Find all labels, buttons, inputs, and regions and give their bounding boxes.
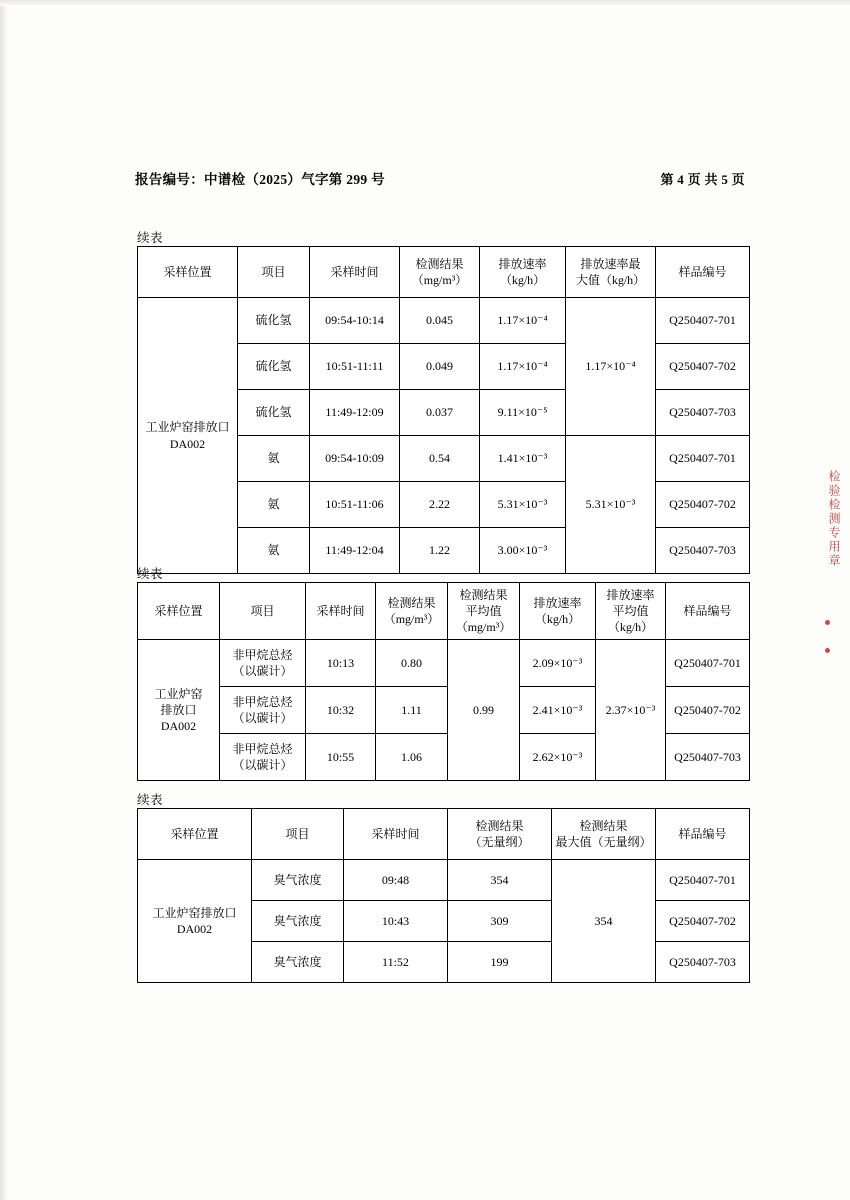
- th-rate-line1: 排放速率: [498, 256, 547, 271]
- cell-item-line2: （以碳计）: [232, 758, 293, 772]
- th-result-avg-line1: 检测结果: [459, 587, 508, 602]
- th-result-avg-line2: 平均值: [465, 603, 502, 618]
- th-result: [400, 247, 480, 298]
- continued-label-3: 续表: [137, 793, 164, 807]
- page-number: 第 4 页 共 5 页: [660, 172, 745, 187]
- page-header: [135, 168, 745, 188]
- report-number: 报告编号：中谱检（2025）气字第 299 号: [135, 172, 385, 187]
- cell-rate: 5.31×10⁻³: [480, 482, 566, 528]
- cell-result: 0.045: [400, 298, 480, 344]
- table-row: [138, 298, 750, 344]
- cell-result: 2.22: [400, 482, 480, 528]
- th-rate-max-line1: 排放速率最: [580, 256, 641, 271]
- cell-result-average: 0.99: [448, 640, 520, 781]
- cell-sample: Q250407-701: [656, 298, 750, 344]
- cell-item: 硫化氢: [238, 298, 310, 344]
- th-sampling-time: 采样时间: [310, 247, 400, 298]
- th-result-line1: 检测结果: [387, 595, 436, 610]
- cell-result: 1.06: [376, 734, 448, 781]
- cell-sample: Q250407-702: [656, 482, 750, 528]
- th-result-line1: 检测结果: [415, 256, 464, 271]
- th-result-avg-unit: （mg/m³）: [455, 620, 512, 635]
- th-result-max-line2: 最大值（无量纲）: [555, 835, 652, 849]
- th-item: 项目: [220, 583, 306, 640]
- continued-label-1: 续表: [137, 231, 164, 245]
- th-rate-avg-unit: （kg/h）: [607, 620, 654, 635]
- cell-sample: Q250407-703: [656, 528, 750, 574]
- page-edge-shadow-top: [0, 0, 850, 6]
- cell-sample: Q250407-703: [666, 734, 750, 781]
- cell-item-line2: （以碳计）: [232, 664, 293, 678]
- cell-item: 硫化氢: [238, 390, 310, 436]
- th-rate-max: [566, 247, 656, 298]
- th-rate-avg-line1: 排放速率: [606, 587, 655, 602]
- cell-item-line1: 非甲烷总烃: [232, 741, 293, 756]
- th-rate: [480, 247, 566, 298]
- continued-label-2: 续表: [137, 567, 164, 581]
- cell-item: 臭气浓度: [252, 942, 344, 983]
- cell-item: 臭气浓度: [252, 860, 344, 901]
- cell-item: 氨: [238, 528, 310, 574]
- th-rate-max-line2: 大值（kg/h）: [575, 273, 646, 287]
- cell-rate: 2.41×10⁻³: [520, 687, 596, 734]
- table-header-row: [138, 247, 750, 298]
- th-location: 采样位置: [138, 247, 238, 298]
- stamp-mark: 检验检测专用章: [827, 470, 841, 568]
- th-result-line1: 检测结果: [475, 818, 524, 833]
- cell-item: [220, 734, 306, 781]
- cell-rate: 1.17×10⁻⁴: [480, 298, 566, 344]
- cell-result: 309: [448, 901, 552, 942]
- stamp-dot: [825, 648, 830, 653]
- cell-time: 11:49-12:04: [310, 528, 400, 574]
- table-row: [138, 640, 750, 687]
- cell-item: 臭气浓度: [252, 901, 344, 942]
- measurement-table-nmhc: [137, 582, 750, 781]
- cell-rate-max-h2s: 1.17×10⁻⁴: [566, 298, 656, 436]
- cell-item-line1: 非甲烷总烃: [232, 647, 293, 662]
- cell-result: 0.049: [400, 344, 480, 390]
- cell-rate-average: 2.37×10⁻³: [596, 640, 666, 781]
- cell-result: 1.11: [376, 687, 448, 734]
- cell-time: 10:43: [344, 901, 448, 942]
- cell-sample: Q250407-702: [656, 344, 750, 390]
- cell-sample: Q250407-701: [666, 640, 750, 687]
- cell-rate: 2.09×10⁻³: [520, 640, 596, 687]
- cell-result: 1.22: [400, 528, 480, 574]
- table-row: [138, 860, 750, 901]
- th-result-average: [448, 583, 520, 640]
- th-sample-no: 样品编号: [656, 247, 750, 298]
- cell-sample: Q250407-702: [656, 901, 750, 942]
- cell-result: 0.54: [400, 436, 480, 482]
- cell-sample: Q250407-701: [656, 860, 750, 901]
- cell-rate: 2.62×10⁻³: [520, 734, 596, 781]
- th-rate-average: [596, 583, 666, 640]
- th-item: 项目: [252, 809, 344, 860]
- cell-location-line3: DA002: [160, 719, 197, 734]
- cell-time: 10:32: [306, 687, 376, 734]
- th-sampling-time: 采样时间: [344, 809, 448, 860]
- cell-location: [138, 640, 220, 781]
- cell-rate: 3.00×10⁻³: [480, 528, 566, 574]
- cell-result: 354: [448, 860, 552, 901]
- cell-rate: 9.11×10⁻⁵: [480, 390, 566, 436]
- cell-item-line1: 非甲烷总烃: [232, 694, 293, 709]
- th-result-unit: （mg/m³）: [411, 273, 468, 287]
- cell-time: 09:48: [344, 860, 448, 901]
- th-rate-avg-line2: 平均值: [612, 603, 649, 618]
- cell-location-line1: 工业炉窑: [154, 686, 203, 701]
- th-sample-no: 样品编号: [666, 583, 750, 640]
- th-location: 采样位置: [138, 809, 252, 860]
- th-result-unit: （mg/m³）: [383, 612, 440, 626]
- th-rate-unit: （kg/h）: [534, 612, 581, 626]
- cell-item: 氨: [238, 436, 310, 482]
- page-edge-shadow-left: [0, 0, 8, 1200]
- th-result-max: [552, 809, 656, 860]
- table-header-row: [138, 809, 750, 860]
- th-sample-no: 样品编号: [656, 809, 750, 860]
- cell-time: 09:54-10:14: [310, 298, 400, 344]
- th-item: 项目: [238, 247, 310, 298]
- cell-time: 11:52: [344, 942, 448, 983]
- cell-sample: Q250407-702: [666, 687, 750, 734]
- th-sampling-time: 采样时间: [306, 583, 376, 640]
- cell-time: 10:13: [306, 640, 376, 687]
- cell-result-max: 354: [552, 860, 656, 983]
- cell-rate: 1.41×10⁻³: [480, 436, 566, 482]
- cell-result: 0.037: [400, 390, 480, 436]
- cell-time: 09:54-10:09: [310, 436, 400, 482]
- measurement-table-odor: [137, 808, 750, 983]
- cell-rate-max-nh3: 5.31×10⁻³: [566, 436, 656, 574]
- th-result-max-line1: 检测结果: [579, 818, 628, 833]
- cell-result: 0.80: [376, 640, 448, 687]
- cell-sample: Q250407-701: [656, 436, 750, 482]
- stamp-dot: [825, 620, 830, 625]
- th-result: [376, 583, 448, 640]
- cell-location: 工业炉窑排放口 DA002: [138, 860, 252, 983]
- th-rate-unit: （kg/h）: [499, 273, 546, 287]
- th-result: [448, 809, 552, 860]
- cell-rate: 1.17×10⁻⁴: [480, 344, 566, 390]
- th-location: 采样位置: [138, 583, 220, 640]
- cell-item-line2: （以碳计）: [232, 711, 293, 725]
- cell-location-line2: 排放口: [160, 702, 197, 717]
- cell-time: 11:49-12:09: [310, 390, 400, 436]
- th-rate: [520, 583, 596, 640]
- table-header-row: [138, 583, 750, 640]
- cell-item: 硫化氢: [238, 344, 310, 390]
- cell-sample: Q250407-703: [656, 390, 750, 436]
- cell-item: 氨: [238, 482, 310, 528]
- cell-item: [220, 640, 306, 687]
- cell-time: 10:51-11:06: [310, 482, 400, 528]
- cell-time: 10:51-11:11: [310, 344, 400, 390]
- cell-location: 工业炉窑排放口 DA002: [138, 298, 238, 574]
- cell-time: 10:55: [306, 734, 376, 781]
- cell-sample: Q250407-703: [656, 942, 750, 983]
- measurement-table-h2s-nh3: [137, 246, 750, 574]
- cell-result: 199: [448, 942, 552, 983]
- th-result-unit: （无量纲）: [469, 835, 530, 849]
- th-rate-line1: 排放速率: [533, 595, 582, 610]
- cell-item: [220, 687, 306, 734]
